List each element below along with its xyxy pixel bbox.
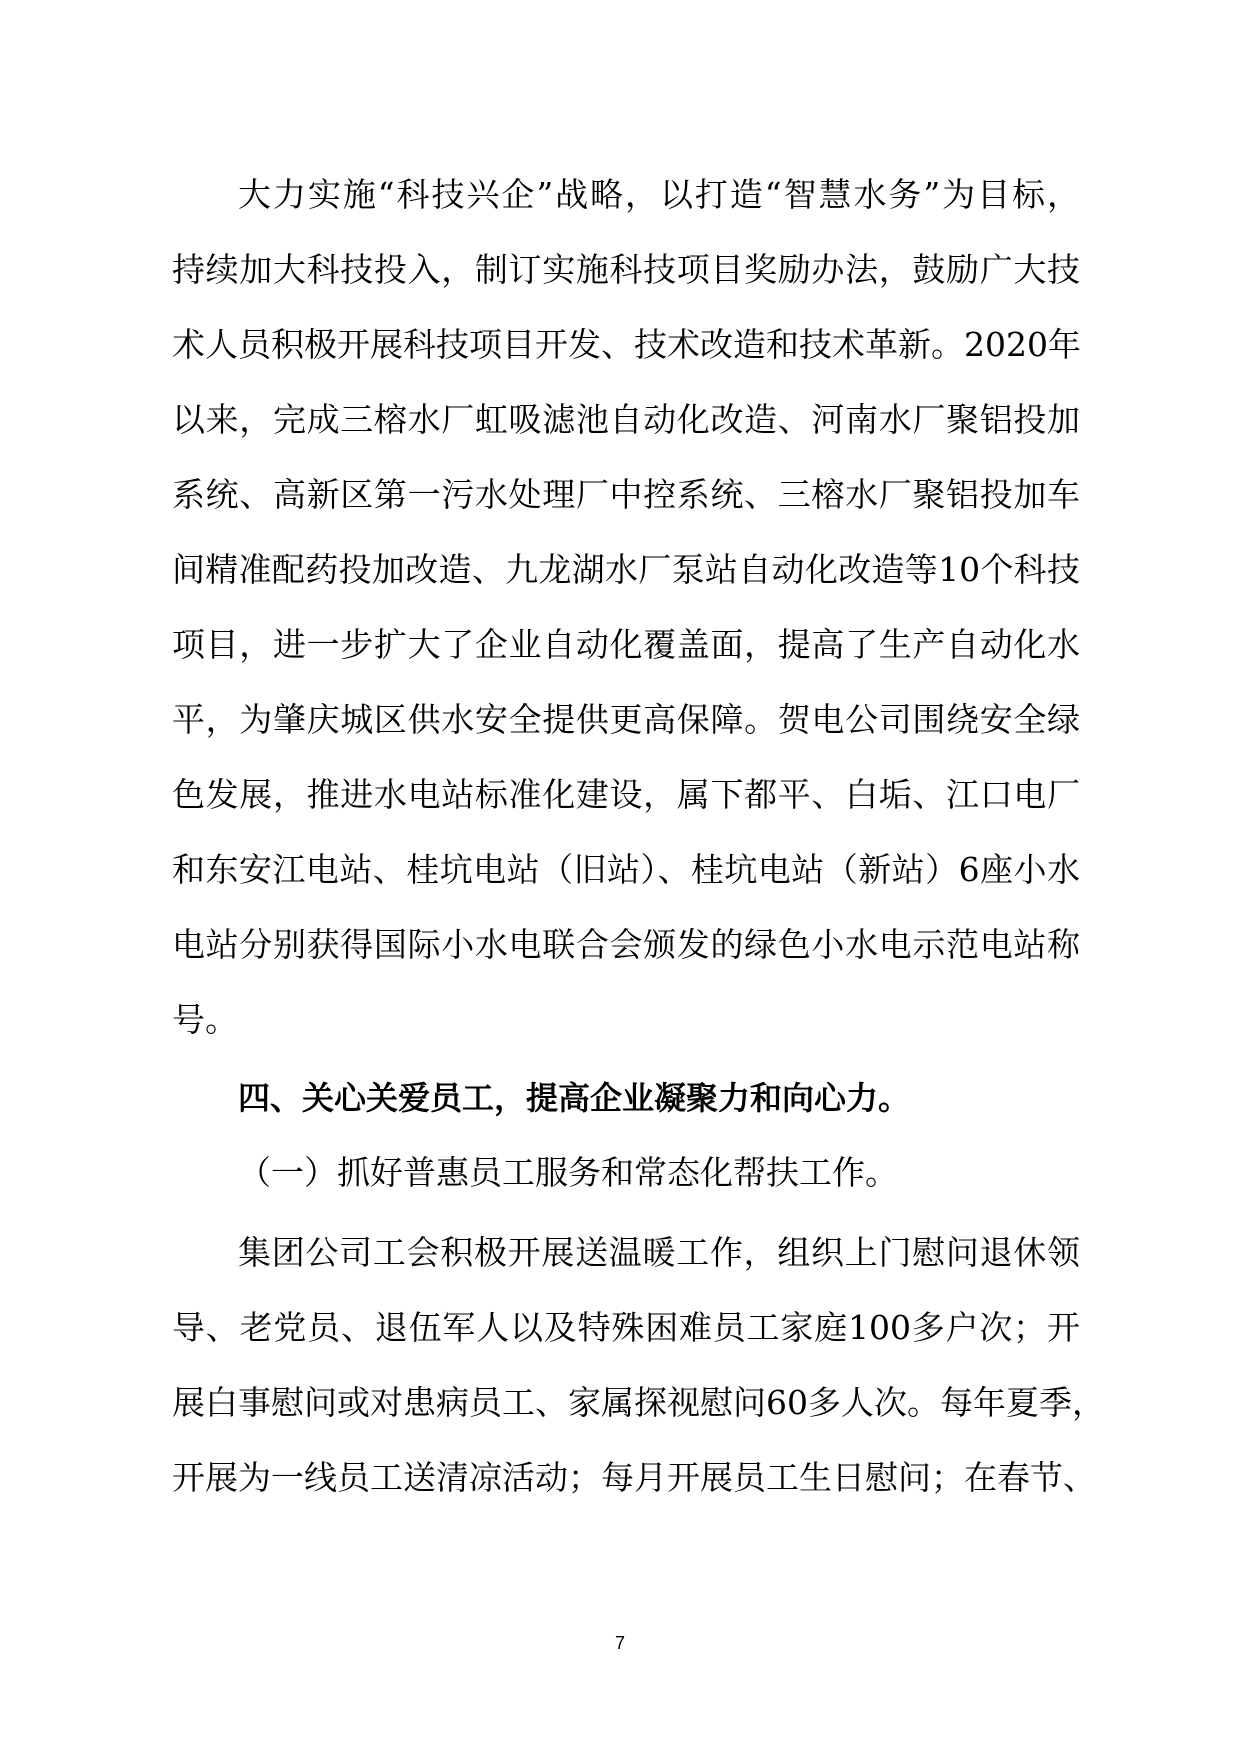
paragraph-line: 导、老党员、退伍军人以及特殊困难员工家庭100多户次；开 (172, 1308, 1080, 1347)
subsection-heading: （一）抓好普惠员工服务和常态化帮扶工作。 (238, 1153, 898, 1192)
paragraph-line: 间精准配药投加改造、九龙湖水厂泵站自动化改造等10个科技 (172, 550, 1080, 589)
paragraph-line: 持续加大科技投入，制订实施科技项目奖励办法，鼓励广大技 (172, 250, 1080, 289)
paragraph-line: 和东安江电站、桂坑电站（旧站）、桂坑电站（新站）6座小水 (172, 850, 1080, 889)
paragraph-line: 大力实施“科技兴企”战略，以打造“智慧水务”为目标， (238, 175, 1080, 214)
paragraph-line: 系统、高新区第一污水处理厂中控系统、三榕水厂聚铝投加车 (172, 475, 1080, 514)
paragraph-line: 项目，进一步扩大了企业自动化覆盖面，提高了生产自动化水 (172, 625, 1080, 664)
paragraph-line: 以来，完成三榕水厂虹吸滤池自动化改造、河南水厂聚铝投加 (172, 400, 1080, 439)
page-number: 7 (614, 1633, 625, 1653)
paragraph-line: 展白事慰问或对患病员工、家属探视慰问60多人次。每年夏季， (172, 1383, 1105, 1422)
paragraph-line: 术人员积极开展科技项目开发、技术改造和技术革新。2020年 (172, 325, 1081, 364)
section-heading: 四、关心关爱员工，提高企业凝聚力和向心力。 (238, 1079, 911, 1117)
paragraph-line: 平，为肇庆城区供水安全提供更高保障。贺电公司围绕安全绿 (172, 700, 1080, 739)
paragraph-line: 开展为一线员工送清凉活动；每月开展员工生日慰问；在春节、 (172, 1458, 1096, 1497)
paragraph-line: 电站分别获得国际小水电联合会颁发的绿色小水电示范电站称 (172, 925, 1080, 964)
paragraph-line: 色发展，推进水电站标准化建设，属下都平、白垢、江口电厂 (172, 775, 1080, 814)
paragraph-line: 号。 (172, 1000, 238, 1039)
paragraph-line: 集团公司工会积极开展送温暖工作，组织上门慰问退休领 (238, 1233, 1080, 1272)
